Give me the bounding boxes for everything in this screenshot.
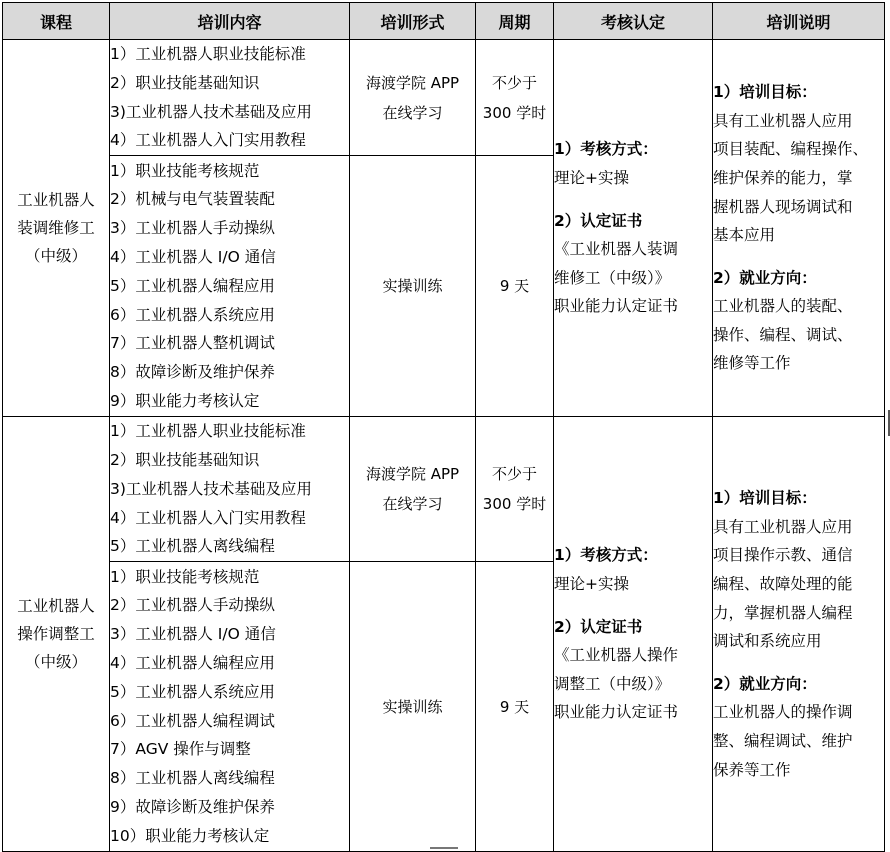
form-line: 海渡学院 APP: [365, 465, 460, 484]
content-item: 10）职业能力考核认定: [110, 826, 270, 845]
course-name-line: 工业机器人: [17, 191, 95, 210]
header-assessment: 考核认定: [554, 3, 713, 40]
course-2-practice-period: 9 天: [476, 562, 554, 852]
assessment-cert-head: 2）认定证书: [554, 211, 643, 230]
content-item: 5）工业机器人编程应用: [110, 276, 275, 295]
career-line: 工业机器人的装配、: [713, 297, 853, 316]
goal-line: 编程、故障处理的能: [713, 574, 853, 593]
content-item: 2）机械与电气装置装配: [110, 190, 275, 209]
content-item: 7）工业机器人整机调试: [110, 334, 275, 353]
course-name-line: 装调维修工: [17, 219, 95, 238]
goal-line: 具有工业机器人应用: [713, 517, 853, 536]
goal-line: 项目装配、编程操作、: [713, 140, 869, 159]
content-item: 5）工业机器人系统应用: [110, 682, 275, 701]
content-item: 6）工业机器人编程调试: [110, 711, 275, 730]
training-table: [2, 2, 885, 852]
goal-line: 握机器人现场调试和: [713, 197, 853, 216]
form-line: 海渡学院 APP: [365, 73, 460, 92]
course-2-name: [3, 417, 110, 852]
course-1-practice-content: [110, 156, 350, 417]
course-2-online-period: [476, 417, 554, 562]
content-item: 1）工业机器人职业技能标准: [110, 45, 306, 63]
cert-line: 维修工（中级）》: [554, 268, 671, 287]
course-2-online-row: [3, 417, 885, 562]
goal-line: 项目操作示教、通信: [713, 546, 853, 565]
course-name-line: （中级）: [24, 653, 87, 672]
course-2-description: [713, 417, 885, 852]
content-item: 2）职业技能基础知识: [110, 450, 260, 469]
header-content: 培训内容: [110, 3, 350, 40]
page-bottom-mark: [430, 847, 458, 849]
career-line: 维修等工作: [713, 354, 791, 373]
goal-head: 1）培训目标：: [713, 83, 817, 102]
content-item: 5）工业机器人离线编程: [110, 537, 275, 556]
period-line: 不少于: [491, 465, 537, 484]
content-item: 2）工业机器人手动操纵: [110, 596, 275, 615]
course-1-description: [713, 40, 885, 417]
content-item: 4）工业机器人入门实用教程: [110, 508, 306, 527]
content-item: 1）职业技能考核规范: [110, 161, 260, 180]
content-item: 9）职业能力考核认定: [110, 391, 260, 410]
period-line: 不少于: [491, 73, 537, 92]
assessment-cert-head: 2）认定证书: [554, 617, 643, 636]
goal-line: 具有工业机器人应用: [713, 111, 853, 130]
content-item: 1）职业技能考核规范: [110, 567, 260, 586]
content-item: 8）故障诊断及维护保养: [110, 363, 275, 382]
form-line: 在线学习: [382, 495, 443, 514]
career-line: 保养等工作: [713, 760, 791, 779]
course-name-line: （中级）: [24, 247, 87, 266]
goal-line: 维护保养的能力，掌: [713, 168, 853, 187]
goal-head: 1）培训目标：: [713, 489, 817, 508]
content-item: 4）工业机器人 I/O 通信: [110, 247, 276, 266]
course-2-online-form: [350, 417, 476, 562]
period-line: 300 学时: [482, 495, 547, 514]
course-1-online-form: [350, 40, 476, 156]
header-period: 周期: [476, 3, 554, 40]
goal-line: 基本应用: [713, 226, 776, 245]
goal-line: 调试和系统应用: [713, 632, 822, 651]
header-description: 培训说明: [713, 3, 885, 40]
goal-line: 力，掌握机器人编程: [713, 603, 853, 622]
cert-line: 调整工（中级）》: [554, 674, 671, 693]
content-item: 9）故障诊断及维护保养: [110, 798, 275, 817]
header-course: 课程: [3, 3, 110, 40]
course-1-online-period: [476, 40, 554, 156]
content-item: 3)工业机器人技术基础及应用: [110, 102, 312, 121]
content-item: 8）工业机器人离线编程: [110, 769, 275, 788]
career-line: 操作、编程、调试、: [713, 325, 853, 344]
cert-line: 职业能力认定证书: [554, 703, 679, 722]
content-item: 4）工业机器人编程应用: [110, 654, 275, 673]
course-1-assessment: [554, 40, 713, 417]
course-name-line: 工业机器人: [17, 597, 95, 616]
course-2-practice-content: [110, 562, 350, 852]
cert-line: 职业能力认定证书: [554, 297, 679, 316]
course-2-online-content: [110, 417, 350, 562]
content-item: 2）职业技能基础知识: [110, 73, 260, 92]
course-1-name: [3, 40, 110, 417]
header-row: [3, 3, 885, 40]
header-form: 培训形式: [350, 3, 476, 40]
career-head: 2）就业方向：: [713, 268, 817, 287]
course-1-online-row: [3, 40, 885, 156]
assessment-method: 理论+实操: [554, 168, 629, 187]
course-1-practice-period: 9 天: [476, 156, 554, 417]
form-line: 在线学习: [382, 103, 443, 122]
content-item: 3）工业机器人手动操纵: [110, 219, 275, 238]
assessment-method-head: 1）考核方式：: [554, 140, 658, 159]
content-item: 4）工业机器人入门实用教程: [110, 131, 306, 150]
course-1-online-content: [110, 40, 350, 156]
career-line: 整、编程调试、维护: [713, 731, 853, 750]
course-2-assessment: [554, 417, 713, 852]
cert-line: 《工业机器人装调: [554, 240, 679, 259]
content-item: 3)工业机器人技术基础及应用: [110, 479, 312, 498]
content-item: 6）工业机器人系统应用: [110, 305, 275, 324]
course-name-line: 操作调整工: [17, 625, 95, 644]
assessment-method-head: 1）考核方式：: [554, 546, 658, 565]
content-item: 1）工业机器人职业技能标准: [110, 422, 306, 441]
course-2-practice-form: 实操训练: [350, 562, 476, 852]
career-head: 2）就业方向：: [713, 674, 817, 693]
period-line: 300 学时: [482, 103, 547, 122]
cert-line: 《工业机器人操作: [554, 646, 679, 665]
content-item: 7）AGV 操作与调整: [110, 740, 251, 759]
assessment-method: 理论+实操: [554, 574, 629, 593]
course-1-practice-form: 实操训练: [350, 156, 476, 417]
content-item: 3）工业机器人 I/O 通信: [110, 625, 276, 644]
career-line: 工业机器人的操作调: [713, 703, 853, 722]
